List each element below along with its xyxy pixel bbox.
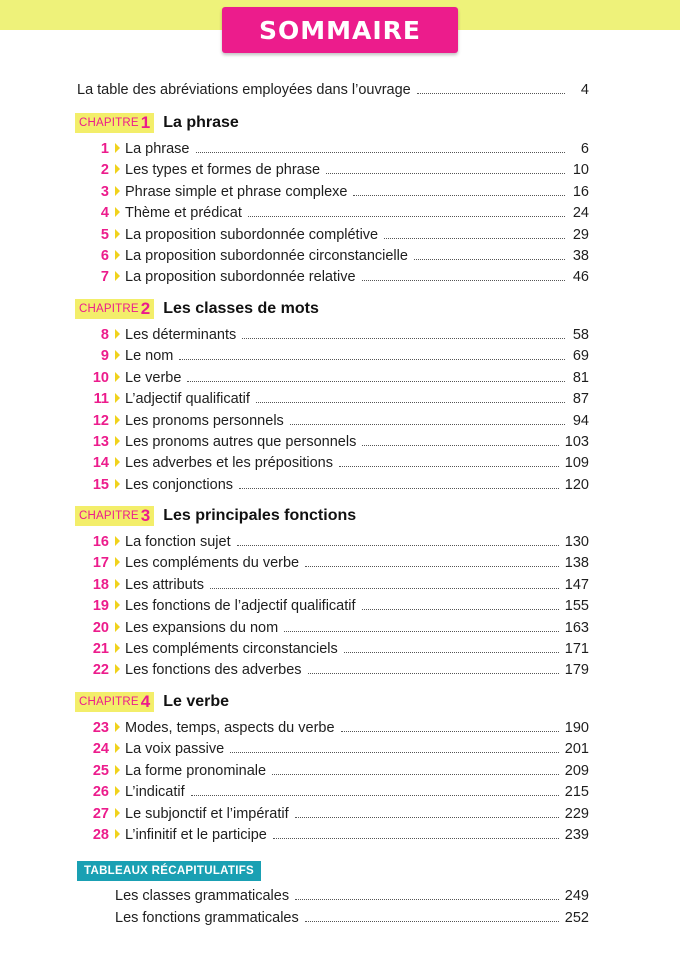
- triangle-bullet-icon: [115, 229, 120, 239]
- entry-label: Les compléments du verbe: [125, 555, 300, 572]
- entry-page: 38: [572, 248, 589, 264]
- triangle-bullet-icon: [115, 457, 120, 467]
- tableaux-heading: TABLEAUX RÉCAPITULATIFS: [84, 865, 255, 877]
- entry-label: Les pronoms autres que personnels: [125, 434, 357, 450]
- entry-label: La phrase: [125, 141, 190, 157]
- dot-leader: [248, 216, 565, 217]
- tableaux-page: 252: [564, 910, 589, 926]
- toc-entry[interactable]: [80, 322, 589, 343]
- entry-number: 21: [92, 641, 109, 657]
- toc-entry[interactable]: [80, 200, 589, 221]
- entry-number: 28: [92, 827, 109, 843]
- dot-leader: [295, 899, 559, 900]
- tableaux-page: 249: [564, 888, 589, 904]
- dot-leader: [362, 445, 558, 446]
- chapter-number: 1: [140, 113, 151, 132]
- dot-leader: [256, 402, 565, 403]
- entry-page: 190: [564, 720, 589, 736]
- dot-leader: [339, 466, 559, 467]
- entry-page: 163: [564, 619, 589, 636]
- chapter-number: 4: [140, 692, 151, 711]
- chapter-title: Les principales fonctions: [163, 507, 357, 524]
- triangle-bullet-icon: [115, 415, 120, 425]
- chapter-word: CHAPITRE: [79, 510, 139, 522]
- entry-page: 239: [564, 827, 589, 843]
- dot-leader: [237, 545, 559, 546]
- toc-entry[interactable]: [80, 343, 589, 364]
- toc-entry[interactable]: [80, 636, 589, 657]
- toc-entry[interactable]: [80, 222, 589, 243]
- triangle-bullet-icon: [115, 393, 120, 403]
- chapter-heading: [75, 691, 229, 713]
- dot-leader: [242, 338, 565, 339]
- dot-leader: [362, 609, 559, 610]
- chapter-heading: [75, 505, 356, 527]
- entry-page: 179: [564, 662, 589, 679]
- triangle-bullet-icon: [115, 329, 120, 339]
- dot-leader: [210, 588, 559, 589]
- entry-label: La proposition subordonnée relative: [125, 269, 356, 286]
- chapter-word: CHAPITRE: [79, 696, 139, 708]
- dot-leader: [305, 566, 559, 567]
- toc-entry[interactable]: [80, 243, 589, 264]
- entry-label: Les adverbes et les prépositions: [125, 455, 333, 472]
- toc-entry[interactable]: [80, 822, 589, 843]
- triangle-bullet-icon: [115, 479, 120, 489]
- chapter-title: Les classes de mots: [163, 300, 319, 317]
- toc-entry[interactable]: [80, 715, 589, 736]
- entry-label: Les fonctions des adverbes: [125, 662, 302, 679]
- chapter-title: La phrase: [163, 114, 239, 131]
- entry-label: L’adjectif qualificatif: [125, 391, 250, 408]
- chapter-heading: [75, 112, 239, 134]
- dot-leader: [284, 631, 559, 632]
- toc-entry[interactable]: [80, 615, 589, 636]
- entry-number: 3: [100, 183, 109, 200]
- entry-page: 103: [564, 434, 589, 450]
- toc-entry[interactable]: [80, 657, 589, 678]
- entry-page: 229: [564, 805, 589, 822]
- dot-leader: [295, 817, 559, 818]
- toc-entry[interactable]: [80, 386, 589, 407]
- entry-page: 147: [564, 576, 589, 593]
- dot-leader: [326, 173, 565, 174]
- abbreviations-page: 4: [580, 82, 589, 98]
- entry-number: 24: [92, 741, 109, 758]
- entry-page: 155: [564, 598, 589, 615]
- toc-entry[interactable]: [80, 572, 589, 593]
- entry-label: La forme pronominale: [125, 762, 267, 779]
- chapter-tag: [75, 299, 154, 319]
- entry-label: Les types et formes de phrase: [125, 162, 321, 179]
- entry-label: Les conjonctions: [125, 476, 234, 493]
- dot-leader: [344, 652, 559, 653]
- entry-number: 11: [93, 391, 109, 408]
- tableaux-heading-box: [77, 861, 261, 881]
- chapter-number: 3: [140, 506, 151, 525]
- dot-leader: [273, 838, 559, 839]
- entry-label: Le nom: [125, 348, 174, 365]
- toc-entry[interactable]: [80, 429, 589, 450]
- entry-label: La proposition subordonnée complétive: [125, 226, 379, 243]
- triangle-bullet-icon: [115, 765, 120, 775]
- entry-number: 16: [92, 534, 109, 550]
- entry-page: 24: [572, 205, 589, 222]
- toc-entry[interactable]: [80, 264, 589, 285]
- dot-leader: [341, 731, 559, 732]
- triangle-bullet-icon: [115, 250, 120, 260]
- entry-label: Les compléments circonstanciels: [125, 641, 338, 657]
- triangle-bullet-icon: [115, 143, 120, 153]
- entry-number: 18: [92, 576, 109, 593]
- entry-label: La proposition subordonnée circonstancielle: [125, 248, 408, 264]
- triangle-bullet-icon: [115, 643, 120, 653]
- dot-leader: [417, 93, 565, 94]
- tableaux-entry[interactable]: [115, 883, 589, 904]
- entry-number: 9: [100, 348, 109, 365]
- entry-page: 171: [564, 641, 589, 657]
- triangle-bullet-icon: [115, 271, 120, 281]
- entry-label: Les expansions du nom: [125, 619, 279, 636]
- triangle-bullet-icon: [115, 350, 120, 360]
- entry-number: 22: [92, 662, 109, 679]
- toc-entry[interactable]: [80, 472, 589, 493]
- entry-label: Thème et prédicat: [125, 205, 242, 222]
- tableaux-label: Les classes grammaticales: [115, 888, 290, 904]
- entry-number: 10: [92, 369, 109, 386]
- entry-number: 19: [92, 598, 109, 615]
- chapter-tag: [75, 506, 154, 526]
- entry-page: 81: [572, 369, 589, 386]
- entry-label: La voix passive: [125, 741, 225, 758]
- triangle-bullet-icon: [115, 372, 120, 382]
- dot-leader: [414, 259, 565, 260]
- entry-label: Les pronoms personnels: [125, 412, 284, 429]
- entry-number: 15: [92, 476, 109, 493]
- entry-label: Le verbe: [125, 369, 182, 386]
- dot-leader: [239, 488, 559, 489]
- dot-leader: [196, 152, 566, 153]
- toc-entry[interactable]: [80, 593, 589, 614]
- entry-page: 69: [572, 348, 589, 365]
- chapter-word: CHAPITRE: [79, 117, 139, 129]
- triangle-bullet-icon: [115, 579, 120, 589]
- entry-page: 29: [572, 226, 589, 243]
- entry-number: 12: [92, 412, 109, 429]
- toc-entry[interactable]: [80, 529, 589, 550]
- triangle-bullet-icon: [115, 829, 120, 839]
- entry-page: 130: [564, 534, 589, 550]
- dot-leader: [272, 774, 559, 775]
- triangle-bullet-icon: [115, 743, 120, 753]
- dot-leader: [179, 359, 565, 360]
- triangle-bullet-icon: [115, 436, 120, 446]
- chapter-heading: [75, 298, 319, 320]
- entry-page: 46: [572, 269, 589, 286]
- dot-leader: [187, 381, 565, 382]
- entry-page: 215: [564, 784, 589, 801]
- dot-leader: [384, 238, 565, 239]
- dot-leader: [230, 752, 559, 753]
- entry-number: 4: [100, 205, 109, 222]
- toc-entry[interactable]: [80, 450, 589, 471]
- dot-leader: [305, 921, 559, 922]
- toc-entry[interactable]: [80, 365, 589, 386]
- entry-label: L’indicatif: [125, 784, 185, 801]
- triangle-bullet-icon: [115, 536, 120, 546]
- triangle-bullet-icon: [115, 786, 120, 796]
- entry-number: 17: [92, 555, 109, 572]
- entry-label: Phrase simple et phrase complexe: [125, 183, 348, 200]
- entry-number: 26: [92, 784, 109, 801]
- entry-page: 109: [564, 455, 589, 472]
- triangle-bullet-icon: [115, 164, 120, 174]
- entry-page: 138: [564, 555, 589, 572]
- triangle-bullet-icon: [115, 722, 120, 732]
- chapter-tag: [75, 113, 154, 133]
- toc-entry[interactable]: [80, 801, 589, 822]
- entry-number: 23: [92, 720, 109, 736]
- triangle-bullet-icon: [115, 600, 120, 610]
- entry-page: 58: [572, 327, 589, 343]
- entry-number: 2: [100, 162, 109, 179]
- chapter-number: 2: [140, 299, 151, 318]
- dot-leader: [191, 795, 559, 796]
- title-banner: [222, 7, 458, 53]
- dot-leader: [362, 280, 565, 281]
- chapter-title: Le verbe: [163, 693, 230, 710]
- chapter-tag: [75, 692, 154, 712]
- triangle-bullet-icon: [115, 622, 120, 632]
- entry-page: 209: [564, 762, 589, 779]
- entry-page: 120: [564, 476, 589, 493]
- toc-entry[interactable]: [80, 136, 589, 157]
- entry-number: 25: [92, 762, 109, 779]
- abbreviations-entry[interactable]: [77, 78, 589, 98]
- entry-number: 27: [92, 805, 109, 822]
- toc-entry[interactable]: [80, 736, 589, 757]
- entry-number: 5: [100, 226, 109, 243]
- entry-label: La fonction sujet: [125, 534, 231, 550]
- triangle-bullet-icon: [115, 557, 120, 567]
- entry-number: 7: [100, 269, 109, 286]
- toc-entry[interactable]: [80, 179, 589, 200]
- entry-label: Les déterminants: [125, 327, 237, 343]
- triangle-bullet-icon: [115, 808, 120, 818]
- toc-entry[interactable]: [80, 779, 589, 800]
- dot-leader: [290, 424, 565, 425]
- chapter-word: CHAPITRE: [79, 303, 139, 315]
- toc-entry[interactable]: [80, 758, 589, 779]
- entry-number: 13: [92, 434, 109, 450]
- entry-page: 16: [572, 183, 589, 200]
- toc-entry[interactable]: [80, 550, 589, 571]
- triangle-bullet-icon: [115, 664, 120, 674]
- tableaux-entry[interactable]: [115, 905, 589, 926]
- entry-page: 6: [580, 141, 589, 157]
- tableaux-label: Les fonctions grammaticales: [115, 910, 299, 926]
- entry-page: 201: [564, 741, 589, 758]
- entry-number: 1: [100, 141, 109, 157]
- dot-leader: [308, 673, 559, 674]
- entry-label: Les attributs: [125, 576, 204, 593]
- entry-page: 10: [572, 162, 589, 179]
- entry-page: 94: [572, 412, 589, 429]
- page-title: SOMMAIRE: [259, 15, 421, 45]
- entry-page: 87: [572, 391, 589, 408]
- entry-number: 20: [92, 619, 109, 636]
- entry-label: Les fonctions de l’adjectif qualificatif: [125, 598, 356, 615]
- entry-label: L’infinitif et le participe: [125, 827, 267, 843]
- entry-number: 8: [100, 327, 109, 343]
- entry-label: Le subjonctif et l’impératif: [125, 805, 289, 822]
- triangle-bullet-icon: [115, 186, 120, 196]
- entry-number: 6: [100, 248, 109, 264]
- toc-entry[interactable]: [80, 157, 589, 178]
- entry-number: 14: [92, 455, 109, 472]
- triangle-bullet-icon: [115, 207, 120, 217]
- dot-leader: [353, 195, 565, 196]
- toc-entry[interactable]: [80, 408, 589, 429]
- entry-label: Modes, temps, aspects du verbe: [125, 720, 335, 736]
- abbreviations-label: La table des abréviations employées dans l’ouvrage: [77, 82, 411, 98]
